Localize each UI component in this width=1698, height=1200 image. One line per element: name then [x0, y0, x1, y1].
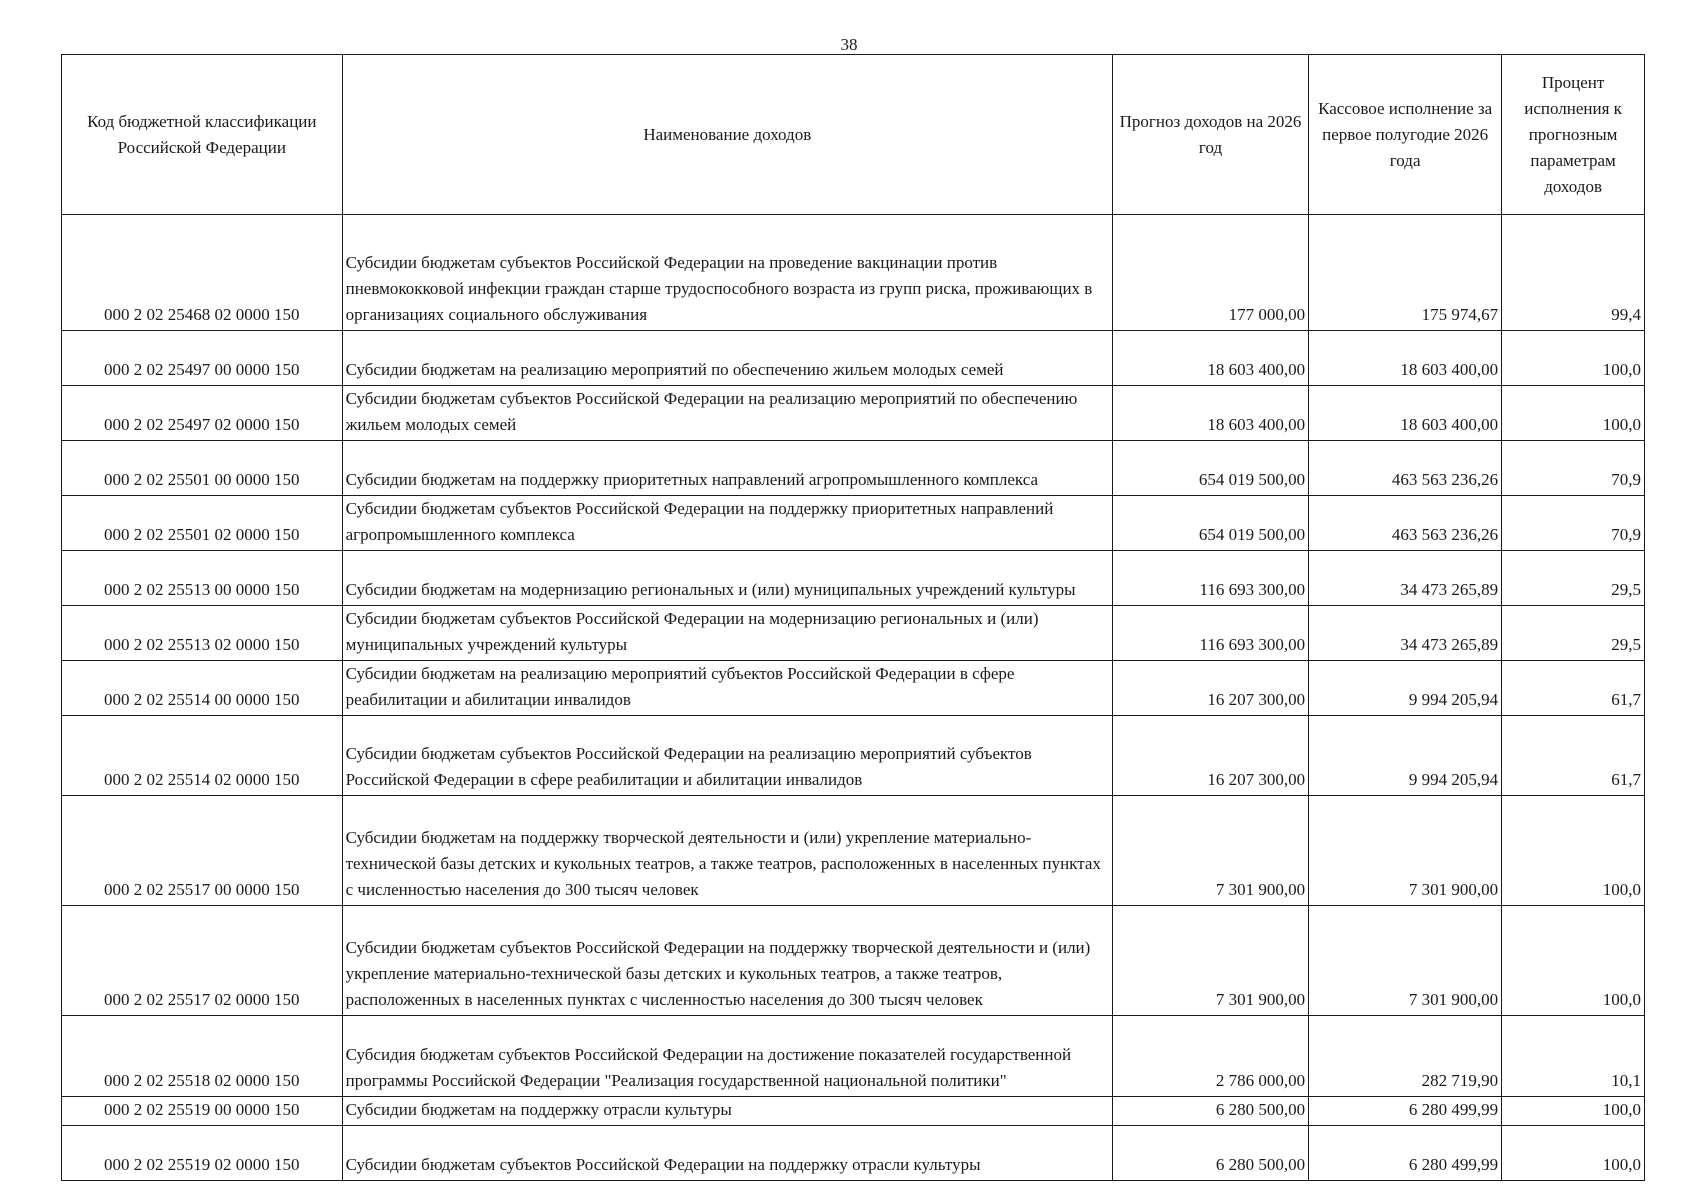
cell-code: 000 2 02 25517 00 0000 150: [62, 796, 343, 906]
cell-percent: 10,1: [1502, 1016, 1645, 1097]
cell-execution: 282 719,90: [1309, 1016, 1502, 1097]
header-execution: Кассовое исполнение за первое полугодие 2026 года: [1309, 55, 1502, 215]
header-code: Код бюджетной классификации Российской Федерации: [62, 55, 343, 215]
table-row: [62, 441, 1645, 496]
cell-forecast: 177 000,00: [1112, 215, 1308, 331]
cell-code: 000 2 02 25513 00 0000 150: [62, 551, 343, 606]
cell-forecast: 2 786 000,00: [1112, 1016, 1308, 1097]
cell-name: Субсидии бюджетам на модернизацию региональных и (или) муниципальных учреждений культуры: [342, 551, 1112, 606]
cell-name: Субсидии бюджетам на поддержку творческой деятельности и (или) укрепление материально-технической базы детских и кукольных театров, а также театров, расположенных в населенных пунктах с численностью населения до 300 тысяч человек: [342, 796, 1112, 906]
cell-forecast: 116 693 300,00: [1112, 606, 1308, 661]
table-row: [62, 1097, 1645, 1126]
cell-name: Субсидии бюджетам субъектов Российской Федерации на поддержку творческой деятельности и (или) укрепление материально-технической базы детских и кукольных театров, а также театров, расположенных в населенных пунктах с численностью населения до 300 тысяч человек: [342, 906, 1112, 1016]
cell-name: Субсидии бюджетам на поддержку приоритетных направлений агропромышленного комплекса: [342, 441, 1112, 496]
cell-code: 000 2 02 25519 00 0000 150: [62, 1097, 343, 1126]
cell-percent: 100,0: [1502, 906, 1645, 1016]
cell-forecast: 6 280 500,00: [1112, 1126, 1308, 1181]
cell-name: Субсидии бюджетам на реализацию мероприятий субъектов Российской Федерации в сфере реабилитации и абилитации инвалидов: [342, 661, 1112, 716]
cell-execution: 175 974,67: [1309, 215, 1502, 331]
page-number: 38: [840, 35, 858, 54]
cell-percent: 70,9: [1502, 496, 1645, 551]
cell-code: 000 2 02 25497 02 0000 150: [62, 386, 343, 441]
cell-forecast: 7 301 900,00: [1112, 906, 1308, 1016]
header-name: Наименование доходов: [342, 55, 1112, 215]
cell-execution: 7 301 900,00: [1309, 796, 1502, 906]
cell-forecast: 16 207 300,00: [1112, 661, 1308, 716]
cell-forecast: 6 280 500,00: [1112, 1097, 1308, 1126]
cell-percent: 29,5: [1502, 606, 1645, 661]
cell-forecast: 7 301 900,00: [1112, 796, 1308, 906]
cell-execution: 34 473 265,89: [1309, 551, 1502, 606]
cell-percent: 100,0: [1502, 386, 1645, 441]
cell-forecast: 16 207 300,00: [1112, 716, 1308, 796]
cell-percent: 70,9: [1502, 441, 1645, 496]
cell-code: 000 2 02 25517 02 0000 150: [62, 906, 343, 1016]
table-row: [62, 606, 1645, 661]
table-row: [62, 496, 1645, 551]
cell-name: Субсидии бюджетам субъектов Российской Федерации на проведение вакцинации против пневмококковой инфекции граждан старше трудоспособного возраста из групп риска, проживающих в организациях социального обслуживания: [342, 215, 1112, 331]
table-row: [62, 331, 1645, 386]
cell-forecast: 654 019 500,00: [1112, 496, 1308, 551]
cell-execution: 463 563 236,26: [1309, 496, 1502, 551]
cell-execution: 18 603 400,00: [1309, 386, 1502, 441]
cell-code: 000 2 02 25497 00 0000 150: [62, 331, 343, 386]
table-row: [62, 386, 1645, 441]
budget-revenue-table: [61, 54, 1645, 1181]
table-row: [62, 551, 1645, 606]
cell-name: Субсидии бюджетам на поддержку отрасли культуры: [342, 1097, 1112, 1126]
cell-execution: 463 563 236,26: [1309, 441, 1502, 496]
table-row: [62, 796, 1645, 906]
cell-code: 000 2 02 25501 02 0000 150: [62, 496, 343, 551]
cell-code: 000 2 02 25468 02 0000 150: [62, 215, 343, 331]
table-row: [62, 906, 1645, 1016]
table-row: [62, 215, 1645, 331]
cell-forecast: 18 603 400,00: [1112, 331, 1308, 386]
cell-percent: 100,0: [1502, 1126, 1645, 1181]
cell-name: Субсидии бюджетам субъектов Российской Федерации на модернизацию региональных и (или) муниципальных учреждений культуры: [342, 606, 1112, 661]
cell-percent: 100,0: [1502, 796, 1645, 906]
cell-execution: 6 280 499,99: [1309, 1097, 1502, 1126]
table-row: [62, 716, 1645, 796]
table-body: [62, 215, 1645, 1181]
table-row: [62, 1126, 1645, 1181]
cell-name: Субсидия бюджетам субъектов Российской Федерации на достижение показателей государственной программы Российской Федерации "Реализация государственной национальной политики": [342, 1016, 1112, 1097]
cell-execution: 9 994 205,94: [1309, 716, 1502, 796]
cell-code: 000 2 02 25518 02 0000 150: [62, 1016, 343, 1097]
cell-percent: 61,7: [1502, 661, 1645, 716]
cell-code: 000 2 02 25513 02 0000 150: [62, 606, 343, 661]
cell-forecast: 18 603 400,00: [1112, 386, 1308, 441]
cell-forecast: 116 693 300,00: [1112, 551, 1308, 606]
cell-code: 000 2 02 25519 02 0000 150: [62, 1126, 343, 1181]
cell-code: 000 2 02 25514 02 0000 150: [62, 716, 343, 796]
cell-name: Субсидии бюджетам субъектов Российской Федерации на поддержку отрасли культуры: [342, 1126, 1112, 1181]
cell-percent: 100,0: [1502, 331, 1645, 386]
cell-percent: 100,0: [1502, 1097, 1645, 1126]
cell-percent: 29,5: [1502, 551, 1645, 606]
cell-execution: 34 473 265,89: [1309, 606, 1502, 661]
table-row: [62, 1016, 1645, 1097]
cell-percent: 61,7: [1502, 716, 1645, 796]
cell-execution: 7 301 900,00: [1309, 906, 1502, 1016]
header-row: [62, 55, 1645, 215]
table-row: [62, 661, 1645, 716]
cell-code: 000 2 02 25501 00 0000 150: [62, 441, 343, 496]
header-percent: Процент исполнения к прогнозным параметрам доходов: [1502, 55, 1645, 215]
cell-code: 000 2 02 25514 00 0000 150: [62, 661, 343, 716]
header-forecast: Прогноз доходов на 2026 год: [1112, 55, 1308, 215]
cell-forecast: 654 019 500,00: [1112, 441, 1308, 496]
cell-execution: 18 603 400,00: [1309, 331, 1502, 386]
cell-name: Субсидии бюджетам субъектов Российской Федерации на реализацию мероприятий субъектов Российской Федерации в сфере реабилитации и абилитации инвалидов: [342, 716, 1112, 796]
cell-percent: 99,4: [1502, 215, 1645, 331]
cell-name: Субсидии бюджетам субъектов Российской Федерации на реализацию мероприятий по обеспечению жильем молодых семей: [342, 386, 1112, 441]
cell-name: Субсидии бюджетам субъектов Российской Федерации на поддержку приоритетных направлений агропромышленного комплекса: [342, 496, 1112, 551]
cell-execution: 9 994 205,94: [1309, 661, 1502, 716]
cell-execution: 6 280 499,99: [1309, 1126, 1502, 1181]
cell-name: Субсидии бюджетам на реализацию мероприятий по обеспечению жильем молодых семей: [342, 331, 1112, 386]
